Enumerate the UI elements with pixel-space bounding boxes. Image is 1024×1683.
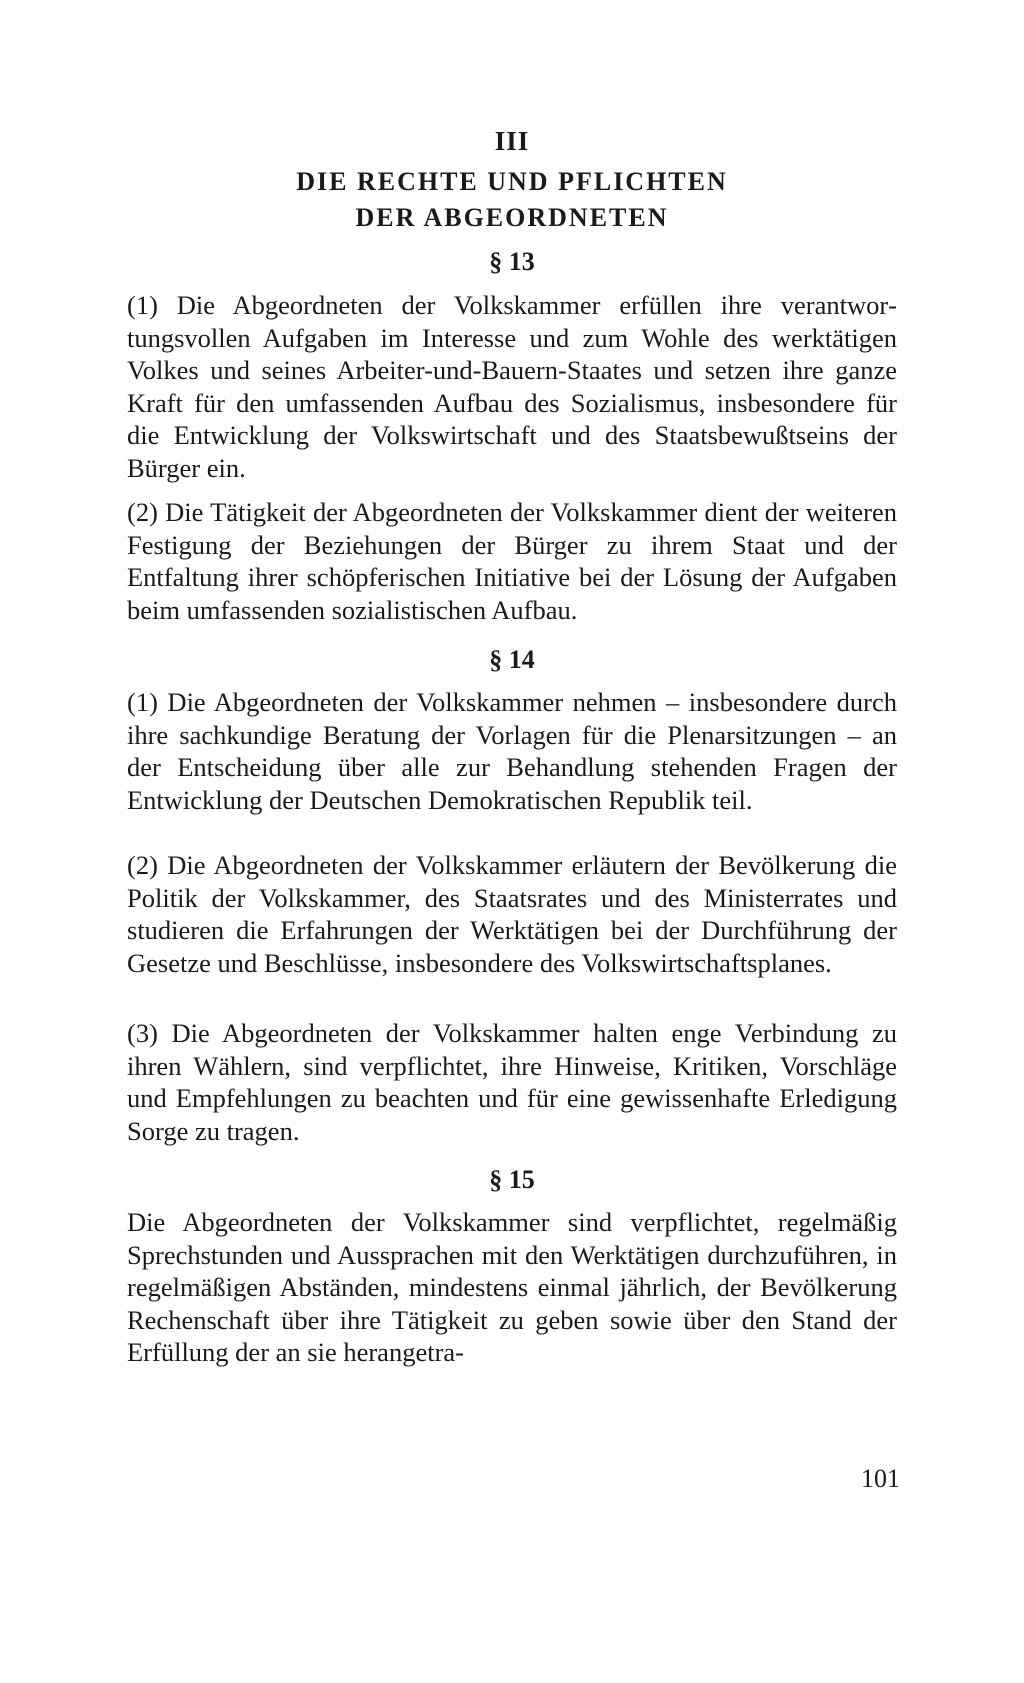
- section-14-paragraph-3: (3) Die Abgeordneten der Volkskammer halten enge Verbindung zu ihren Wählern, sind verpflichtet, ihre Hinweise, Kritiken, Vorschläge und Empfehlungen zu beachten und für eine gewissenhafte Erledigung Sorge zu tragen.: [127, 1018, 897, 1146]
- section-14-paragraph-1: (1) Die Abgeordneten der Volkskammer nehmen – insbesondere durch ihre sachkundige Beratung der Vorlagen für die Plenarsitzungen – an der Entscheidung über alle zur Behandlung stehenden Fragen der Entwicklung der Deutschen Demokratischen Republik teil.: [127, 687, 897, 815]
- section-15-paragraph-1: Die Abgeordneten der Volkskammer sind verpflichtet, regelmäßig Sprechstunden und Aussprachen mit den Werktätigen durchzuführen, in regelmäßigen Abständen, mindestens einmal jährlich, der Bevölkerung Rechenschaft über ihre Tätigkeit zu geben sowie über den Stand der Erfüllung der an sie herangetra-: [127, 1207, 897, 1368]
- section-13-paragraph-2: (2) Die Tätigkeit der Abgeordneten der Volkskammer dient der weiteren Festigung der Beziehungen der Bürger zu ihrem Staat und der Entfaltung ihrer schöpferischen Initiative bei der Lösung der Aufgaben beim umfassenden sozialistischen Aufbau.: [127, 497, 897, 625]
- section-13-paragraph-1: (1) Die Abgeordneten der Volkskammer erfüllen ihre verantwortungsvollen Aufgaben im Interesse und zum Wohle des werktätigen Volkes und seines Arbeiter-und-Bauern-Staates und setzen ihre ganze Kraft für den umfassenden Aufbau des Sozialismus, insbesondere für die Entwicklung der Volkswirtschaft und des Staatsbewußtseins der Bürger ein.: [127, 290, 897, 483]
- section-14-paragraph-2: (2) Die Abgeordneten der Volkskammer erläutern der Bevölkerung die Politik der Volkskammer, des Staatsrates und des Ministerrates und studieren die Erfahrungen der Werktätigen bei der Durchführung der Gesetze und Beschlüsse, insbesondere des Volkswirtschaftsplanes.: [127, 850, 897, 978]
- section-heading-14: § 14: [489, 645, 535, 674]
- chapter-title: DIE RECHTE UND PFLICHTEN DER ABGEORDNETEN: [296, 167, 728, 232]
- section-heading-15: § 15: [489, 1165, 535, 1194]
- chapter-number: III: [494, 126, 530, 156]
- page-number: 101: [861, 1464, 900, 1493]
- section-heading-13: § 13: [489, 247, 535, 276]
